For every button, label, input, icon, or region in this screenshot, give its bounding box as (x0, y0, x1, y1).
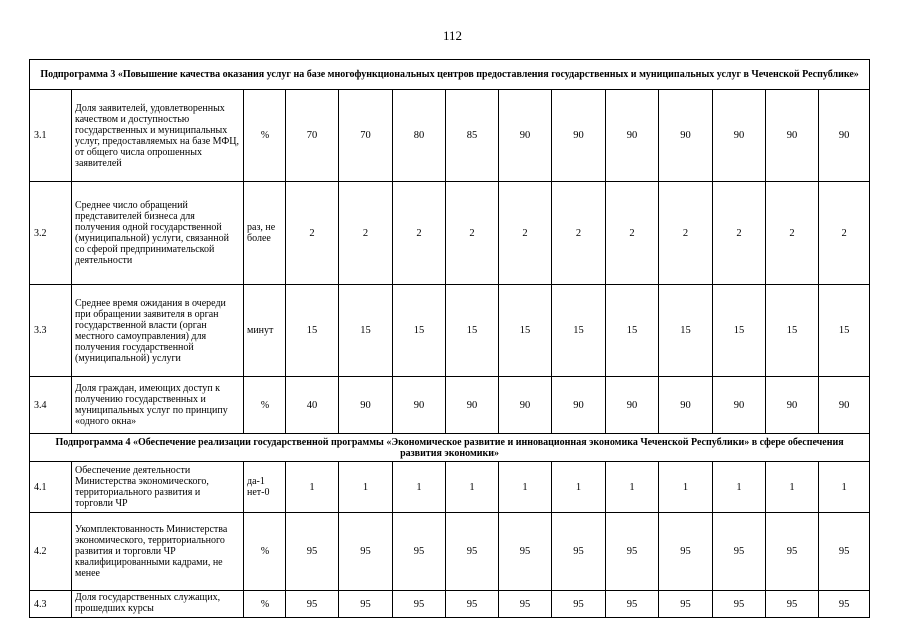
value-cell: 2 (819, 182, 870, 285)
indicator-name: Укомплектованность Министерства экономического, территориального развития и торговли ЧР квалифицированными кадрами, не менее (72, 513, 244, 591)
subprogram-3-title: Подпрограмма 3 «Повышение качества оказания услуг на базе многофункциональных центров предоставления государственных и муниципальных услуг в Чеченской Республике» (30, 60, 870, 90)
value-cell: 90 (713, 377, 766, 434)
value-cell: 95 (446, 513, 499, 591)
value-cell: 90 (499, 90, 552, 182)
unit: да-1 нет-0 (244, 462, 286, 513)
value-cell: 2 (552, 182, 606, 285)
value-cell: 95 (766, 591, 819, 618)
value-cell: 15 (606, 285, 659, 377)
value-cell: 85 (446, 90, 499, 182)
value-cell: 1 (606, 462, 659, 513)
unit: % (244, 377, 286, 434)
table-row (30, 513, 870, 591)
value-cell: 95 (819, 513, 870, 591)
value-cell: 90 (339, 377, 393, 434)
unit: минут (244, 285, 286, 377)
row-number: 3.2 (30, 182, 72, 285)
value-cell: 2 (606, 182, 659, 285)
page-number: 112 (442, 28, 463, 43)
table-row (30, 182, 870, 285)
indicator-name: Среднее число обращений представителей бизнеса для получения одной государственной (муниципальной) услуги, связанной со сферой предпринимательской деятельности (72, 182, 244, 285)
value-cell: 95 (552, 513, 606, 591)
value-cell: 80 (393, 90, 446, 182)
value-cell: 2 (339, 182, 393, 285)
value-cell: 1 (393, 462, 446, 513)
value-cell: 95 (393, 591, 446, 618)
subprogram-header-row (30, 434, 870, 462)
value-cell: 1 (766, 462, 819, 513)
value-cell: 95 (659, 513, 713, 591)
value-cell: 1 (339, 462, 393, 513)
unit: % (244, 90, 286, 182)
value-cell: 70 (339, 90, 393, 182)
value-cell: 2 (446, 182, 499, 285)
value-cell: 95 (339, 513, 393, 591)
value-cell: 1 (819, 462, 870, 513)
value-cell: 90 (659, 377, 713, 434)
value-cell: 15 (446, 285, 499, 377)
value-cell: 2 (286, 182, 339, 285)
value-cell: 90 (393, 377, 446, 434)
row-number: 3.3 (30, 285, 72, 377)
value-cell: 15 (766, 285, 819, 377)
row-number: 4.3 (30, 591, 72, 618)
subprogram-header-row (30, 60, 870, 90)
value-cell: 90 (606, 377, 659, 434)
value-cell: 95 (552, 591, 606, 618)
value-cell: 95 (499, 591, 552, 618)
value-cell: 95 (499, 513, 552, 591)
unit: % (244, 513, 286, 591)
value-cell: 1 (552, 462, 606, 513)
value-cell: 15 (339, 285, 393, 377)
value-cell: 2 (766, 182, 819, 285)
value-cell: 95 (713, 591, 766, 618)
row-number: 4.1 (30, 462, 72, 513)
indicator-name: Среднее время ожидания в очереди при обращении заявителя в орган государственной власти (орган местного самоуправления) для получения государственной (муниципальной) услуги (72, 285, 244, 377)
value-cell: 90 (819, 90, 870, 182)
value-cell: 95 (713, 513, 766, 591)
value-cell: 95 (819, 591, 870, 618)
value-cell: 2 (393, 182, 446, 285)
value-cell: 95 (446, 591, 499, 618)
value-cell: 1 (499, 462, 552, 513)
value-cell: 1 (659, 462, 713, 513)
row-number: 3.4 (30, 377, 72, 434)
table-row (30, 462, 870, 513)
value-cell: 90 (446, 377, 499, 434)
table-row (30, 90, 870, 182)
indicator-name: Доля граждан, имеющих доступ к получению государственных и муниципальных услуг по принципу «одного окна» (72, 377, 244, 434)
value-cell: 95 (606, 591, 659, 618)
value-cell: 2 (499, 182, 552, 285)
value-cell: 15 (286, 285, 339, 377)
value-cell: 90 (552, 90, 606, 182)
subprogram-4-title: Подпрограмма 4 «Обеспечение реализации государственной программы «Экономическое развитие и инновационная экономика Чеченской Республики» в сфере обеспечения развития экономики» (30, 434, 870, 462)
value-cell: 95 (286, 513, 339, 591)
value-cell: 15 (499, 285, 552, 377)
row-number: 4.2 (30, 513, 72, 591)
value-cell: 95 (606, 513, 659, 591)
unit: % (244, 591, 286, 618)
value-cell: 2 (713, 182, 766, 285)
value-cell: 90 (713, 90, 766, 182)
table-row (30, 377, 870, 434)
indicator-name: Доля заявителей, удовлетворенных качеством и доступностью государственных и муниципальных услуг, предоставляемых на базе МФЦ, от общего числа опрошенных заявителей (72, 90, 244, 182)
value-cell: 15 (659, 285, 713, 377)
value-cell: 95 (339, 591, 393, 618)
value-cell: 90 (606, 90, 659, 182)
value-cell: 1 (286, 462, 339, 513)
indicator-name: Доля государственных служащих, прошедших курсы (72, 591, 244, 618)
value-cell: 40 (286, 377, 339, 434)
unit: раз, не более (244, 182, 286, 285)
value-cell: 15 (393, 285, 446, 377)
value-cell: 1 (713, 462, 766, 513)
value-cell: 95 (766, 513, 819, 591)
value-cell: 90 (766, 377, 819, 434)
value-cell: 90 (552, 377, 606, 434)
value-cell: 70 (286, 90, 339, 182)
value-cell: 90 (766, 90, 819, 182)
value-cell: 90 (659, 90, 713, 182)
value-cell: 95 (659, 591, 713, 618)
value-cell: 2 (659, 182, 713, 285)
value-cell: 15 (819, 285, 870, 377)
value-cell: 15 (713, 285, 766, 377)
value-cell: 15 (552, 285, 606, 377)
indicator-name: Обеспечение деятельности Министерства экономического, территориального развития и торговли ЧР (72, 462, 244, 513)
value-cell: 90 (499, 377, 552, 434)
value-cell: 95 (286, 591, 339, 618)
value-cell: 90 (819, 377, 870, 434)
table-row (30, 591, 870, 618)
table-row (30, 285, 870, 377)
value-cell: 1 (446, 462, 499, 513)
value-cell: 95 (393, 513, 446, 591)
row-number: 3.1 (30, 90, 72, 182)
indicator-table (29, 59, 870, 618)
